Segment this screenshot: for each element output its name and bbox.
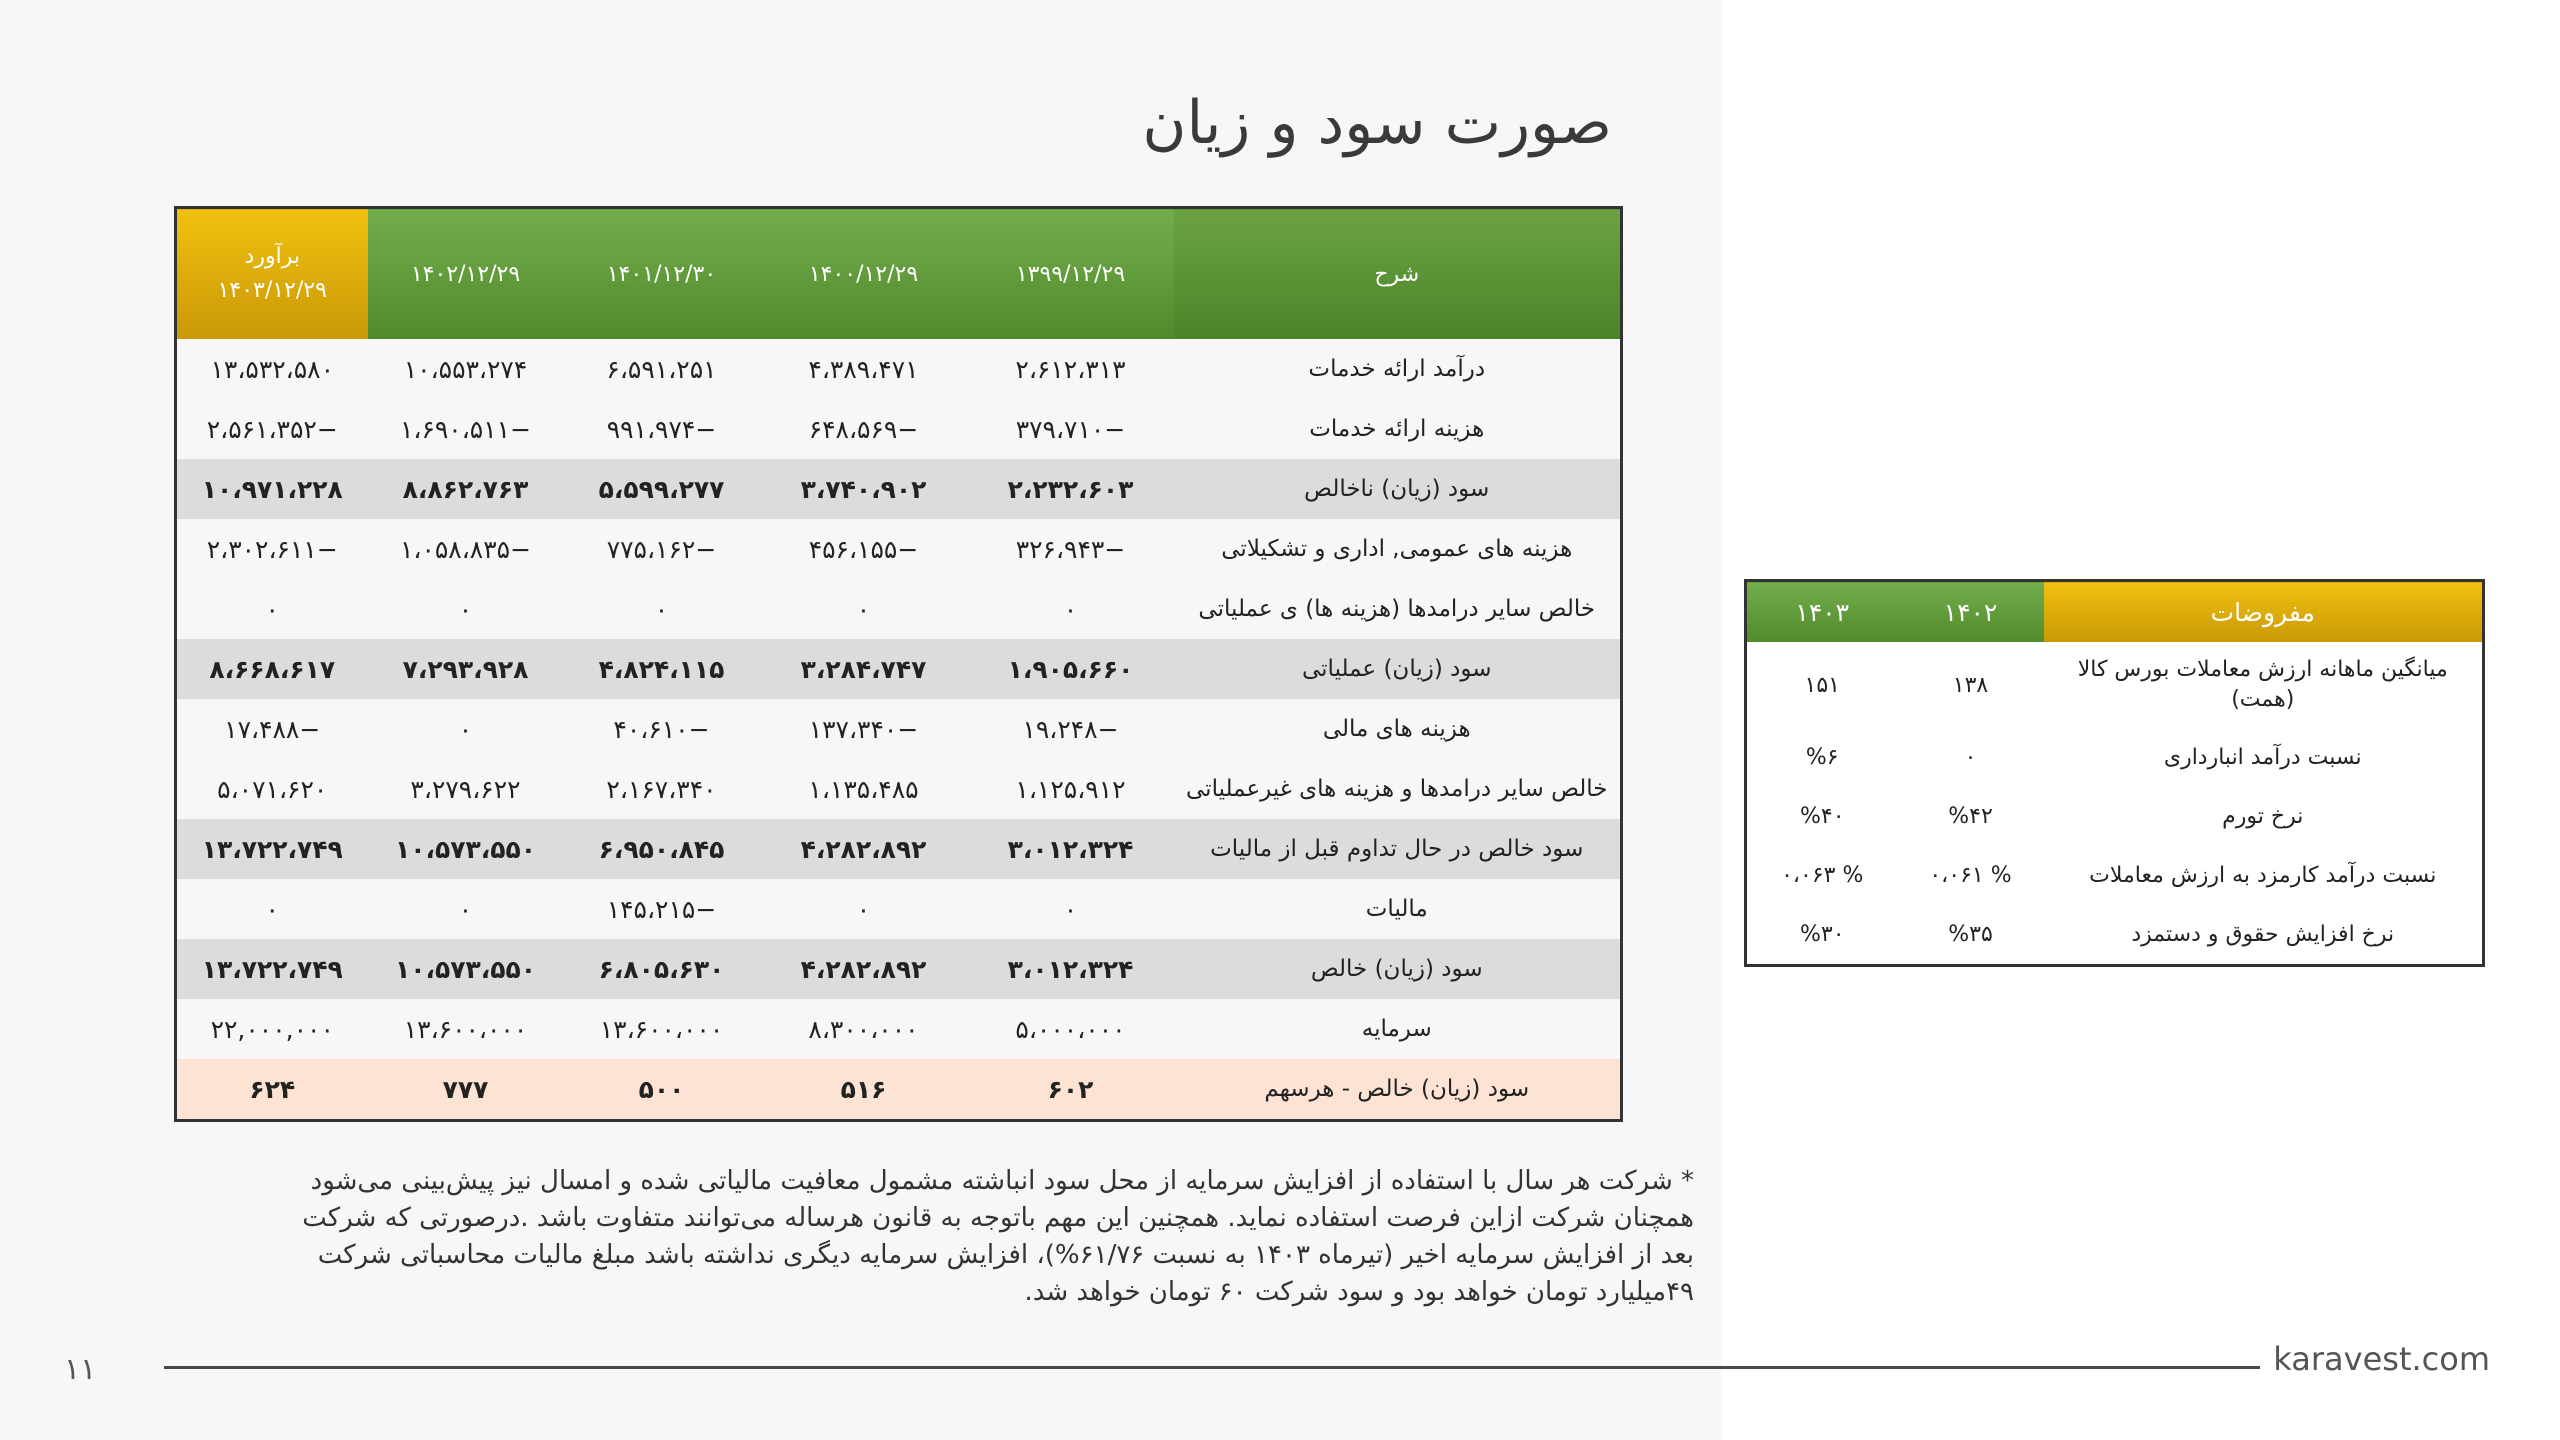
cell-value: ۲،۱۶۷،۳۴۰ (564, 759, 760, 819)
cell-value: ۲۲,۰۰۰,۰۰۰ (176, 999, 368, 1059)
row-label: خالص سایر درامدها و هزینه های غیرعملیاتی (1174, 759, 1622, 819)
assumptions-table (1744, 579, 2485, 967)
cell-value: −۴۵۶،۱۵۵ (760, 519, 968, 579)
cell-value: ۲،۶۱۲،۳۱۳ (968, 339, 1174, 399)
table-row-subtotal (176, 939, 1622, 999)
cell-value: −۱۷،۴۸۸ (176, 699, 368, 759)
row-label: مالیات (1174, 879, 1622, 939)
cell-value: ۱۳،۶۰۰،۰۰۰ (564, 999, 760, 1059)
table-row (176, 759, 1622, 819)
row-label: هزینه های عمومی, اداری و تشکیلاتی (1174, 519, 1622, 579)
footnote-line: همچنان شرکت ازاین فرصت استفاده نماید. همچنین این مهم باتوجه به قانون هرساله می‌توانند متفاوت باشد .درصورتی که شرکت (302, 1203, 1694, 1233)
table-row (176, 879, 1622, 939)
cell-value: ۰ (564, 579, 760, 639)
cell-value: ۱۳،۶۰۰،۰۰۰ (368, 999, 564, 1059)
cell-value: ۱۰،۵۵۳،۲۷۴ (368, 339, 564, 399)
cell-value: −۱،۰۵۸،۸۳۵ (368, 519, 564, 579)
header-estimate (176, 208, 368, 340)
cell-value: % ۰،۰۶۳ (1746, 846, 1898, 905)
cell-value: ۲،۲۳۲،۶۰۳ (968, 459, 1174, 519)
cell-value: ۴،۲۸۲،۸۹۲ (760, 819, 968, 879)
cell-value: ۱۰،۵۷۳،۵۵۰ (368, 819, 564, 879)
footnote-line: ۴۹میلیارد تومان خواهد بود و سود شرکت ۶۰ تومان خواهد شد. (1024, 1277, 1694, 1307)
cell-value: ۱۰،۹۷۱،۲۲۸ (176, 459, 368, 519)
header-1399: ۱۳۹۹/۱۲/۲۹ (968, 208, 1174, 340)
row-label: خالص سایر درامدها (هزینه ها) ی عملیاتی (1174, 579, 1622, 639)
cell-value: ۱۳،۵۳۲،۵۸۰ (176, 339, 368, 399)
page-number: ۱۱ (64, 1352, 97, 1387)
cell-value: ۷،۲۹۳،۹۲۸ (368, 639, 564, 699)
cell-value: ۸،۳۰۰،۰۰۰ (760, 999, 968, 1059)
assumption-row (1746, 728, 2484, 787)
cell-value: ۰ (1898, 728, 2044, 787)
cell-value: ۵،۰۰۰،۰۰۰ (968, 999, 1174, 1059)
cell-value: ۱۳۸ (1898, 642, 2044, 728)
header-1402: ۱۴۰۲/۱۲/۲۹ (368, 208, 564, 340)
cell-value: ۰ (760, 579, 968, 639)
row-label: میانگین ماهانه ارزش معاملات بورس کالا (همت) (2044, 642, 2484, 728)
cell-value: ۶،۸۰۵،۶۳۰ (564, 939, 760, 999)
header-assumptions: مفروضات (2044, 581, 2484, 643)
footnote-line: * شرکت هر سال با استفاده از افزایش سرمایه از محل سود انباشته مشمول معافیت مالیاتی شده و امسال نیز پیش‌بینی می‌شود (310, 1166, 1694, 1196)
cell-value: ۶۲۴ (176, 1059, 368, 1121)
cell-value: −۱۳۷،۳۴۰ (760, 699, 968, 759)
cell-value: ۵۰۰ (564, 1059, 760, 1121)
row-label: سود خالص در حال تداوم قبل از مالیات (1174, 819, 1622, 879)
table-row-eps (176, 1059, 1622, 1121)
cell-value: −۴۰،۶۱۰ (564, 699, 760, 759)
cell-value: ۱،۹۰۵،۶۶۰ (968, 639, 1174, 699)
cell-value: −۱۴۵،۲۱۵ (564, 879, 760, 939)
cell-value: ۱۵۱ (1746, 642, 1898, 728)
cell-value: ۶،۵۹۱،۲۵۱ (564, 339, 760, 399)
cell-value: % ۰،۰۶۱ (1898, 846, 2044, 905)
cell-value: ۸،۸۶۲،۷۶۳ (368, 459, 564, 519)
assumptions-header-row (1746, 581, 2484, 643)
cell-value: −۱،۶۹۰،۵۱۱ (368, 399, 564, 459)
table-row-subtotal (176, 639, 1622, 699)
assumption-row (1746, 787, 2484, 846)
footnote (194, 1163, 1694, 1311)
cell-value: ۳،۲۷۹،۶۲۲ (368, 759, 564, 819)
cell-value: ۴،۸۲۴،۱۱۵ (564, 639, 760, 699)
cell-value: ۰ (968, 879, 1174, 939)
cell-value: %۳۵ (1898, 905, 2044, 966)
cell-value: ۵۱۶ (760, 1059, 968, 1121)
table-row (176, 699, 1622, 759)
header-estimate-label: برآورد (244, 244, 300, 269)
row-label: نرخ تورم (2044, 787, 2484, 846)
header-1400: ۱۴۰۰/۱۲/۲۹ (760, 208, 968, 340)
cell-value: −۲،۵۶۱،۳۵۲ (176, 399, 368, 459)
brand-website: karavest.com (2273, 1340, 2490, 1378)
row-label: نرخ افزایش حقوق و دستمزد (2044, 905, 2484, 966)
cell-value: ۰ (368, 879, 564, 939)
cell-value: ۴،۳۸۹،۴۷۱ (760, 339, 968, 399)
cell-value: ۱۰،۵۷۳،۵۵۰ (368, 939, 564, 999)
cell-value: ۶،۹۵۰،۸۴۵ (564, 819, 760, 879)
assumption-row (1746, 846, 2484, 905)
table-row (176, 999, 1622, 1059)
table-header-row (176, 208, 1622, 340)
row-label: نسبت درآمد کارمزد به ارزش معاملات (2044, 846, 2484, 905)
table-row-subtotal (176, 819, 1622, 879)
cell-value: ۷۷۷ (368, 1059, 564, 1121)
footnote-line: بعد از افزایش سرمایه اخیر (تیرماه ۱۴۰۳ به نسبت ۶۱/۷۶%)، افزایش سرمایه دیگری نداشته باشد مبلغ مالیات محاسباتی شرکت (317, 1240, 1694, 1270)
header-estimate-date: ۱۴۰۳/۱۲/۲۹ (217, 278, 327, 303)
assumption-row (1746, 642, 2484, 728)
assumption-row (1746, 905, 2484, 966)
row-label: سود (زیان) خالص - هرسهم (1174, 1059, 1622, 1121)
cell-value: −۳۲۶،۹۴۳ (968, 519, 1174, 579)
cell-value: ۳،۷۴۰،۹۰۲ (760, 459, 968, 519)
cell-value: ۵،۰۷۱،۶۲۰ (176, 759, 368, 819)
cell-value: ۸،۶۶۸،۶۱۷ (176, 639, 368, 699)
table-row (176, 519, 1622, 579)
table-row (176, 579, 1622, 639)
table-row (176, 399, 1622, 459)
cell-value: ۳،۰۱۲،۳۲۴ (968, 939, 1174, 999)
cell-value: ۵،۵۹۹،۲۷۷ (564, 459, 760, 519)
cell-value: ۱،۱۲۵،۹۱۲ (968, 759, 1174, 819)
cell-value: ۳،۲۸۴،۷۴۷ (760, 639, 968, 699)
table-row (176, 339, 1622, 399)
cell-value: %۳۰ (1746, 905, 1898, 966)
row-label: سرمایه (1174, 999, 1622, 1059)
cell-value: ۰ (176, 879, 368, 939)
table-row-subtotal (176, 459, 1622, 519)
cell-value: −۹۹۱،۹۷۴ (564, 399, 760, 459)
header-1402: ۱۴۰۲ (1898, 581, 2044, 643)
cell-value: −۷۷۵،۱۶۲ (564, 519, 760, 579)
cell-value: −۳۷۹،۷۱۰ (968, 399, 1174, 459)
row-label: سود (زیان) خالص (1174, 939, 1622, 999)
page-title: صورت سود و زیان (1142, 88, 1612, 158)
row-label: سود (زیان) ناخالص (1174, 459, 1622, 519)
header-desc: شرح (1174, 208, 1622, 340)
cell-value: ۱۳،۷۲۲،۷۴۹ (176, 819, 368, 879)
cell-value: ۰ (176, 579, 368, 639)
cell-value: −۱۹،۲۴۸ (968, 699, 1174, 759)
cell-value: ۰ (368, 579, 564, 639)
footer-divider (164, 1366, 2260, 1369)
cell-value: %۴۲ (1898, 787, 2044, 846)
cell-value: ۰ (760, 879, 968, 939)
profit-loss-table (174, 206, 1623, 1122)
cell-value: %۶ (1746, 728, 1898, 787)
cell-value: ۴،۲۸۲،۸۹۲ (760, 939, 968, 999)
row-label: نسبت درآمد انبارداری (2044, 728, 2484, 787)
cell-value: ۱۳،۷۲۲،۷۴۹ (176, 939, 368, 999)
cell-value: ۰ (368, 699, 564, 759)
row-label: درآمد ارائه خدمات (1174, 339, 1622, 399)
header-1403: ۱۴۰۳ (1746, 581, 1898, 643)
row-label: هزینه ارائه خدمات (1174, 399, 1622, 459)
row-label: سود (زیان) عملیاتی (1174, 639, 1622, 699)
cell-value: ۶۰۲ (968, 1059, 1174, 1121)
cell-value: %۴۰ (1746, 787, 1898, 846)
row-label: هزینه های مالی (1174, 699, 1622, 759)
cell-value: ۱،۱۳۵،۴۸۵ (760, 759, 968, 819)
cell-value: −۶۴۸،۵۶۹ (760, 399, 968, 459)
cell-value: ۳،۰۱۲،۳۲۴ (968, 819, 1174, 879)
cell-value: −۲،۳۰۲،۶۱۱ (176, 519, 368, 579)
header-1401: ۱۴۰۱/۱۲/۳۰ (564, 208, 760, 340)
cell-value: ۰ (968, 579, 1174, 639)
